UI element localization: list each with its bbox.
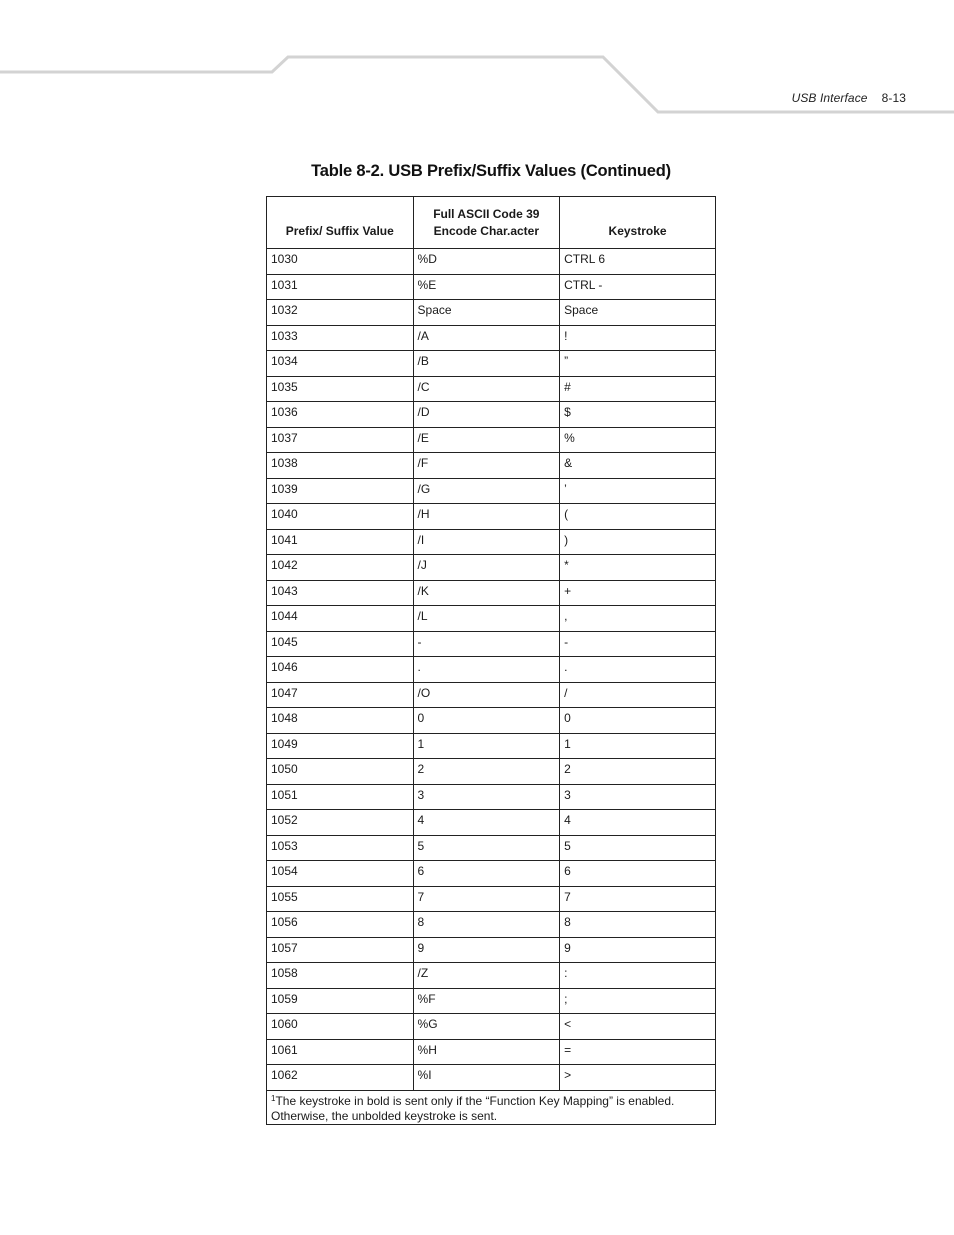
prefix-suffix-value-cell: 1036 (267, 402, 414, 428)
keystroke-cell: + (560, 580, 716, 606)
prefix-suffix-value-cell: 1033 (267, 325, 414, 351)
prefix-suffix-value-cell: 1052 (267, 810, 414, 836)
ascii-code-39-cell: 8 (413, 912, 560, 938)
keystroke-cell: < (560, 1014, 716, 1040)
ascii-code-39-cell: 6 (413, 861, 560, 887)
running-header (792, 91, 906, 105)
ascii-code-39-cell: - (413, 631, 560, 657)
ascii-code-39-cell: 2 (413, 759, 560, 785)
ascii-code-39-cell: 9 (413, 937, 560, 963)
table-row (267, 427, 716, 453)
table-row (267, 886, 716, 912)
ascii-code-39-cell: /I (413, 529, 560, 555)
table-row (267, 453, 716, 479)
prefix-suffix-value-cell: 1042 (267, 555, 414, 581)
prefix-suffix-value-cell: 1031 (267, 274, 414, 300)
keystroke-cell: > (560, 1065, 716, 1091)
ascii-code-39-cell: /C (413, 376, 560, 402)
prefix-suffix-value-cell: 1032 (267, 300, 414, 326)
table-row (267, 963, 716, 989)
table-row (267, 937, 716, 963)
keystroke-cell: $ (560, 402, 716, 428)
keystroke-cell: 3 (560, 784, 716, 810)
keystroke-cell: # (560, 376, 716, 402)
prefix-suffix-value-cell: 1053 (267, 835, 414, 861)
keystroke-cell: CTRL 6 (560, 249, 716, 275)
keystroke-cell: ! (560, 325, 716, 351)
prefix-suffix-value-cell: 1056 (267, 912, 414, 938)
footnote-text: The keystroke in bold is sent only if the “Function Key Mapping” is enabled. Otherwise, the unbolded keystroke is sent. (271, 1093, 675, 1123)
table-row (267, 555, 716, 581)
ascii-code-39-cell: /O (413, 682, 560, 708)
ascii-code-39-cell: 1 (413, 733, 560, 759)
keystroke-cell: 6 (560, 861, 716, 887)
keystroke-cell: : (560, 963, 716, 989)
prefix-suffix-value-cell: 1051 (267, 784, 414, 810)
keystroke-cell: 2 (560, 759, 716, 785)
table-row (267, 325, 716, 351)
prefix-suffix-value-cell: 1045 (267, 631, 414, 657)
table-row (267, 733, 716, 759)
table-row (267, 682, 716, 708)
table-row (267, 861, 716, 887)
prefix-suffix-value-cell: 1039 (267, 478, 414, 504)
table-row (267, 1014, 716, 1040)
ascii-code-39-cell: /G (413, 478, 560, 504)
keystroke-cell: 5 (560, 835, 716, 861)
ascii-code-39-cell: %G (413, 1014, 560, 1040)
prefix-suffix-value-cell: 1041 (267, 529, 414, 555)
ascii-code-39-cell: %F (413, 988, 560, 1014)
table-row (267, 580, 716, 606)
prefix-suffix-value-cell: 1034 (267, 351, 414, 377)
prefix-suffix-value-cell: 1058 (267, 963, 414, 989)
ascii-code-39-cell: %H (413, 1039, 560, 1065)
footnote (267, 1090, 716, 1124)
footnote-row (267, 1090, 716, 1124)
section-name: USB Interface (791, 91, 868, 105)
table-row (267, 351, 716, 377)
table-row (267, 504, 716, 530)
page-number: 8-13 (881, 91, 906, 105)
prefix-suffix-value-cell: 1062 (267, 1065, 414, 1091)
keystroke-cell: ; (560, 988, 716, 1014)
table-row (267, 249, 716, 275)
keystroke-cell: 8 (560, 912, 716, 938)
table-row (267, 631, 716, 657)
prefix-suffix-value-cell: 1040 (267, 504, 414, 530)
table-row (267, 784, 716, 810)
prefix-suffix-value-cell: 1049 (267, 733, 414, 759)
table-row (267, 810, 716, 836)
ascii-code-39-cell: /B (413, 351, 560, 377)
table-header-row (267, 197, 716, 249)
keystroke-cell: CTRL - (560, 274, 716, 300)
ascii-code-39-cell: /Z (413, 963, 560, 989)
table-row (267, 759, 716, 785)
prefix-suffix-value-cell: 1054 (267, 861, 414, 887)
prefix-suffix-value-cell: 1037 (267, 427, 414, 453)
column-header-ascii-code-39 (413, 197, 560, 249)
prefix-suffix-value-cell: 1060 (267, 1014, 414, 1040)
keystroke-cell: = (560, 1039, 716, 1065)
prefix-suffix-value-cell: 1044 (267, 606, 414, 632)
ascii-code-39-cell: 5 (413, 835, 560, 861)
keystroke-cell: Space (560, 300, 716, 326)
prefix-suffix-value-cell: 1061 (267, 1039, 414, 1065)
keystroke-cell: ” (560, 351, 716, 377)
table-row (267, 1039, 716, 1065)
ascii-code-39-cell: %D (413, 249, 560, 275)
keystroke-cell: ’ (560, 478, 716, 504)
keystroke-cell: 9 (560, 937, 716, 963)
ascii-code-39-cell: /K (413, 580, 560, 606)
keystroke-cell: & (560, 453, 716, 479)
ascii-code-39-cell: 3 (413, 784, 560, 810)
ascii-code-39-cell: /L (413, 606, 560, 632)
keystroke-cell: - (560, 631, 716, 657)
table-row (267, 402, 716, 428)
prefix-suffix-value-cell: 1035 (267, 376, 414, 402)
ascii-code-39-cell: 4 (413, 810, 560, 836)
ascii-code-39-cell: /J (413, 555, 560, 581)
prefix-suffix-table (266, 196, 716, 1125)
keystroke-cell: / (560, 682, 716, 708)
table-body (267, 249, 716, 1091)
table-row (267, 376, 716, 402)
keystroke-cell: , (560, 606, 716, 632)
column-header-prefix-suffix-value: Prefix/ Suffix Value (267, 197, 414, 249)
keystroke-cell: 4 (560, 810, 716, 836)
table-row (267, 478, 716, 504)
table-row (267, 708, 716, 734)
keystroke-cell: 0 (560, 708, 716, 734)
prefix-suffix-value-cell: 1055 (267, 886, 414, 912)
keystroke-cell: 7 (560, 886, 716, 912)
prefix-suffix-value-cell: 1057 (267, 937, 414, 963)
ascii-code-39-cell: /E (413, 427, 560, 453)
prefix-suffix-value-cell: 1043 (267, 580, 414, 606)
ascii-code-39-cell: 0 (413, 708, 560, 734)
keystroke-cell: * (560, 555, 716, 581)
table-title: Table 8-2. USB Prefix/Suffix Values (Continued) (311, 162, 671, 180)
keystroke-cell: ) (560, 529, 716, 555)
ascii-code-39-cell: %I (413, 1065, 560, 1091)
prefix-suffix-value-cell: 1059 (267, 988, 414, 1014)
prefix-suffix-value-cell: 1047 (267, 682, 414, 708)
keystroke-cell: ( (560, 504, 716, 530)
table-row (267, 300, 716, 326)
ascii-code-39-cell: /D (413, 402, 560, 428)
column-header-ascii-code-39-text: Full ASCII Code 39 Encode Char.acter (433, 207, 540, 238)
table-row (267, 835, 716, 861)
prefix-suffix-value-cell: 1046 (267, 657, 414, 683)
keystroke-cell: % (560, 427, 716, 453)
table-row (267, 1065, 716, 1091)
ascii-code-39-cell: /A (413, 325, 560, 351)
prefix-suffix-value-cell: 1030 (267, 249, 414, 275)
ascii-code-39-cell: /F (413, 453, 560, 479)
prefix-suffix-value-cell: 1050 (267, 759, 414, 785)
column-header-keystroke: Keystroke (560, 197, 716, 249)
table-row (267, 912, 716, 938)
keystroke-cell: . (560, 657, 716, 683)
ascii-code-39-cell: Space (413, 300, 560, 326)
footnote-marker: 1 (271, 1093, 276, 1103)
ascii-code-39-cell: /H (413, 504, 560, 530)
table-row (267, 657, 716, 683)
prefix-suffix-value-cell: 1038 (267, 453, 414, 479)
table-row (267, 274, 716, 300)
prefix-suffix-value-cell: 1048 (267, 708, 414, 734)
table-row (267, 988, 716, 1014)
ascii-code-39-cell: 7 (413, 886, 560, 912)
ascii-code-39-cell: . (413, 657, 560, 683)
table-row (267, 606, 716, 632)
table-row (267, 529, 716, 555)
ascii-code-39-cell: %E (413, 274, 560, 300)
keystroke-cell: 1 (560, 733, 716, 759)
